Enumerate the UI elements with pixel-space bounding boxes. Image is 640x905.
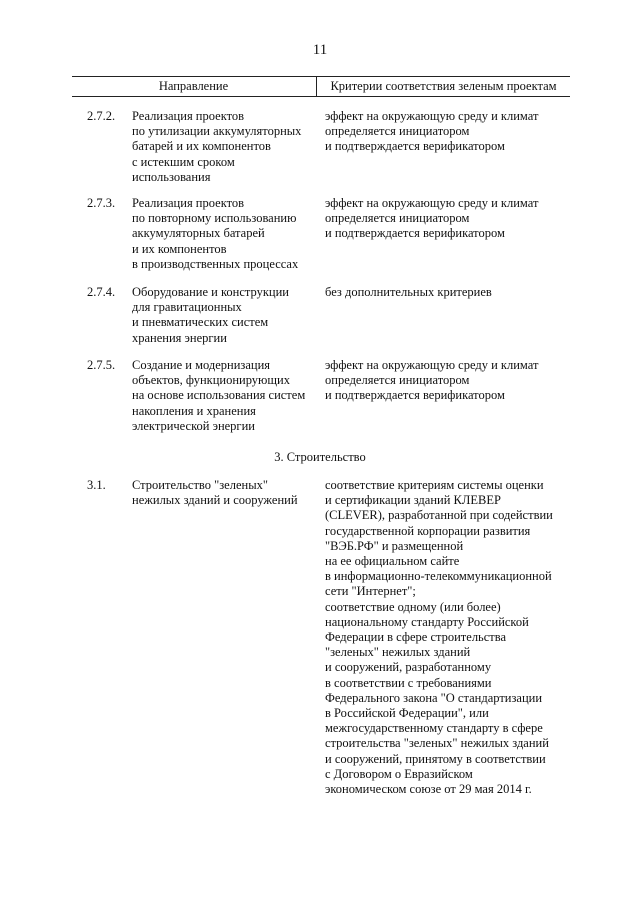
- row-criteria: соответствие критериям системы оценки и сертификации зданий КЛЕВЕР (CLEVER), разработанной при содействии государственной корпорации развития "ВЭБ.РФ" и размещенной на ее официальном сайте в информационно-телекоммуникационной сети "Интернет"; соответствие одному (или более) национальному стандарту Российской Федерации в сфере строительства "зеленых" нежилых зданий и сооружений, разработанному в соответствии с требованиями Федерального закона "О стандартизации в Российской Федерации", или межгосударственному стандарту в сфере строительства "зеленых" нежилых зданий и сооружений, принятому в соответствии с Договором о Евразийском экономическом союзе от 29 мая 2014 г.: [325, 478, 553, 797]
- table-header: [72, 76, 570, 97]
- row-direction: Оборудование и конструкции для гравитационных и пневматических систем хранения энергии: [132, 285, 289, 345]
- row-number: 2.7.5.: [87, 358, 116, 372]
- section-title: 3. Строительство: [274, 450, 366, 464]
- row-number: 3.1.: [87, 478, 106, 492]
- header-criteria: Критерии соответствия зеленым проектам: [330, 79, 557, 93]
- row-criteria: без дополнительных критериев: [325, 285, 492, 299]
- row-number: 2.7.3.: [87, 196, 116, 210]
- row-number: 2.7.4.: [87, 285, 116, 299]
- row-criteria: эффект на окружающую среду и климат определяется инициатором и подтверждается верификатором: [325, 109, 539, 154]
- row-criteria: эффект на окружающую среду и климат определяется инициатором и подтверждается верификатором: [325, 358, 539, 403]
- row-direction: Реализация проектов по повторному использованию аккумуляторных батарей и их компонентов в производственных процессах: [132, 196, 299, 271]
- row-direction: Создание и модернизация объектов, функционирующих на основе использования систем накопления и хранения электрической энергии: [132, 358, 306, 433]
- row-criteria: эффект на окружающую среду и климат определяется инициатором и подтверждается верификатором: [325, 196, 539, 241]
- header-direction: Направление: [158, 79, 229, 93]
- row-direction: Строительство "зеленых" нежилых зданий и сооружений: [132, 478, 298, 508]
- row-number: 2.7.2.: [87, 109, 116, 123]
- row-direction: Реализация проектов по утилизации аккумуляторных батарей и их компонентов с истекшим сроком использования: [132, 109, 302, 184]
- page-number: 11: [312, 42, 328, 58]
